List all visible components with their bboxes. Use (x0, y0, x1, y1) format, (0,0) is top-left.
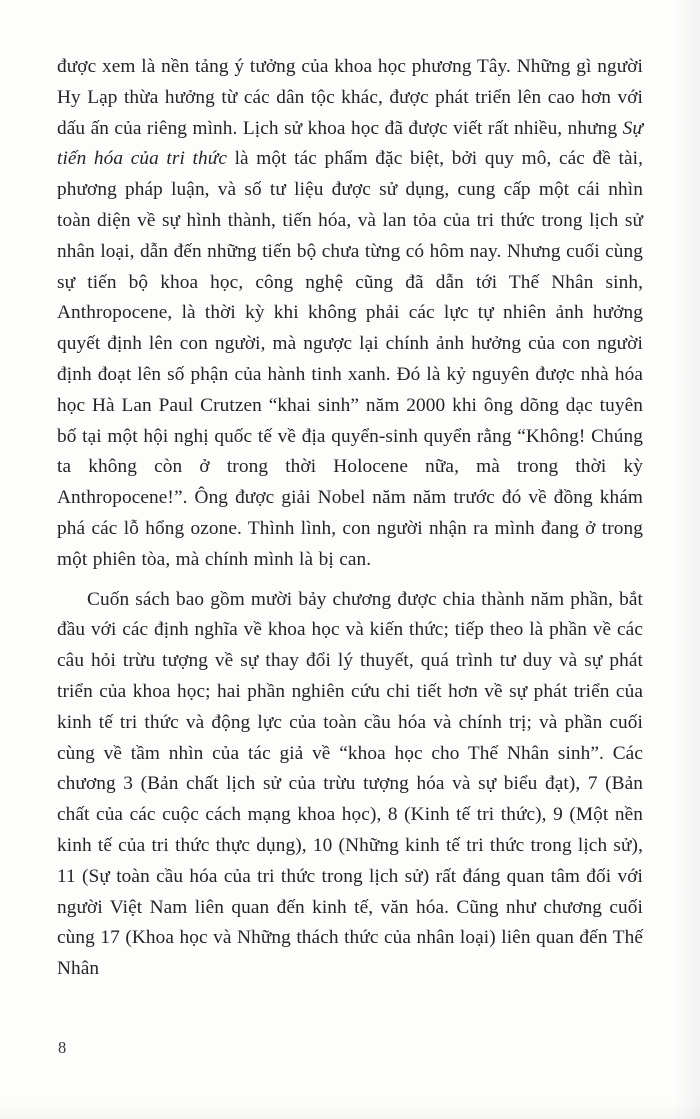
page-text-block (57, 52, 643, 985)
page-number: 8 (58, 1038, 67, 1057)
page-bottom-shade (0, 1101, 700, 1119)
paragraph (57, 52, 643, 576)
book-title-italic: Sự tiến hóa của tri thức (57, 117, 643, 170)
text-run: Cuốn sách bao gồm mười bảy chương được chia thành năm phần, bắt đầu với các định nghĩa về khoa học và kiến thức; tiếp theo là phần về các câu hỏi trừu tượng về sự thay đổi lý thuyết, quá trình tư duy và sự phát triển của khoa học; hai phần nghiên cứu chi tiết hơn về sự phát triển của kinh tế tri thức và động lực của toàn cầu hóa và chính trị; và phần cuối cùng về tầm nhìn của tác giả về “khoa học cho Thế Nhân sinh”. Các chương 3 (Bản chất lịch sử của trừu tượng hóa và sự biểu đạt), 7 (Bản chất của các cuộc cách mạng khoa học), 8 (Kinh tế tri thức), 9 (Một nền kinh tế của tri thức thực dụng), 10 (Những kinh tế tri thức trong lịch sử), 11 (Sự toàn cầu hóa của tri thức trong lịch sử) rất đáng quan tâm đối với người Việt Nam liên quan đến kinh tế, văn hóa. Cũng như chương cuối cùng 17 (Khoa học và Những thách thức của nhân loại) liên quan đến Thế Nhân (57, 588, 643, 980)
paragraph (57, 585, 643, 985)
text-run: là một tác phẩm đặc biệt, bởi quy mô, các đề tài, phương pháp luận, và số tư liệu được sử dụng, cung cấp một cái nhìn toàn diện về sự hình thành, tiến hóa, và lan tỏa của tri thức trong lịch sử nhân loại, dẫn đến những tiến bộ chưa từng có hôm nay. Nhưng cuối cùng sự tiến bộ khoa học, công nghệ cũng đã dẫn tới Thế Nhân sinh, Anthropocene, là thời kỳ khi không phải các lực tự nhiên ảnh hưởng quyết định lên con người, mà ngược lại chính ảnh hưởng của con người định đoạt lên số phận của hành tinh xanh. Đó là kỷ nguyên được nhà hóa học Hà Lan Paul Crutzen “khai sinh” năm 2000 khi ông dõng dạc tuyên bố tại một hội nghị quốc tế về địa quyển-sinh quyển rằng “Không! Chúng ta không còn ở trong thời Holocene nữa, mà trong thời kỳ Anthropocene!”. Ông được giải Nobel năm năm trước đó về đồng khám phá các lỗ hổng ozone. Thình lình, con người nhận ra mình đang ở trong một phiên tòa, mà chính mình là bị can. (57, 148, 643, 570)
text-run: được xem là nền tảng ý tưởng của khoa học phương Tây. Những gì người Hy Lạp thừa hưởng từ các dân tộc khác, được phát triển lên cao hơn với dấu ấn của riêng mình. Lịch sử khoa học đã được viết rất nhiều, nhưng (57, 56, 643, 139)
page-edge-shade (674, 0, 700, 1119)
